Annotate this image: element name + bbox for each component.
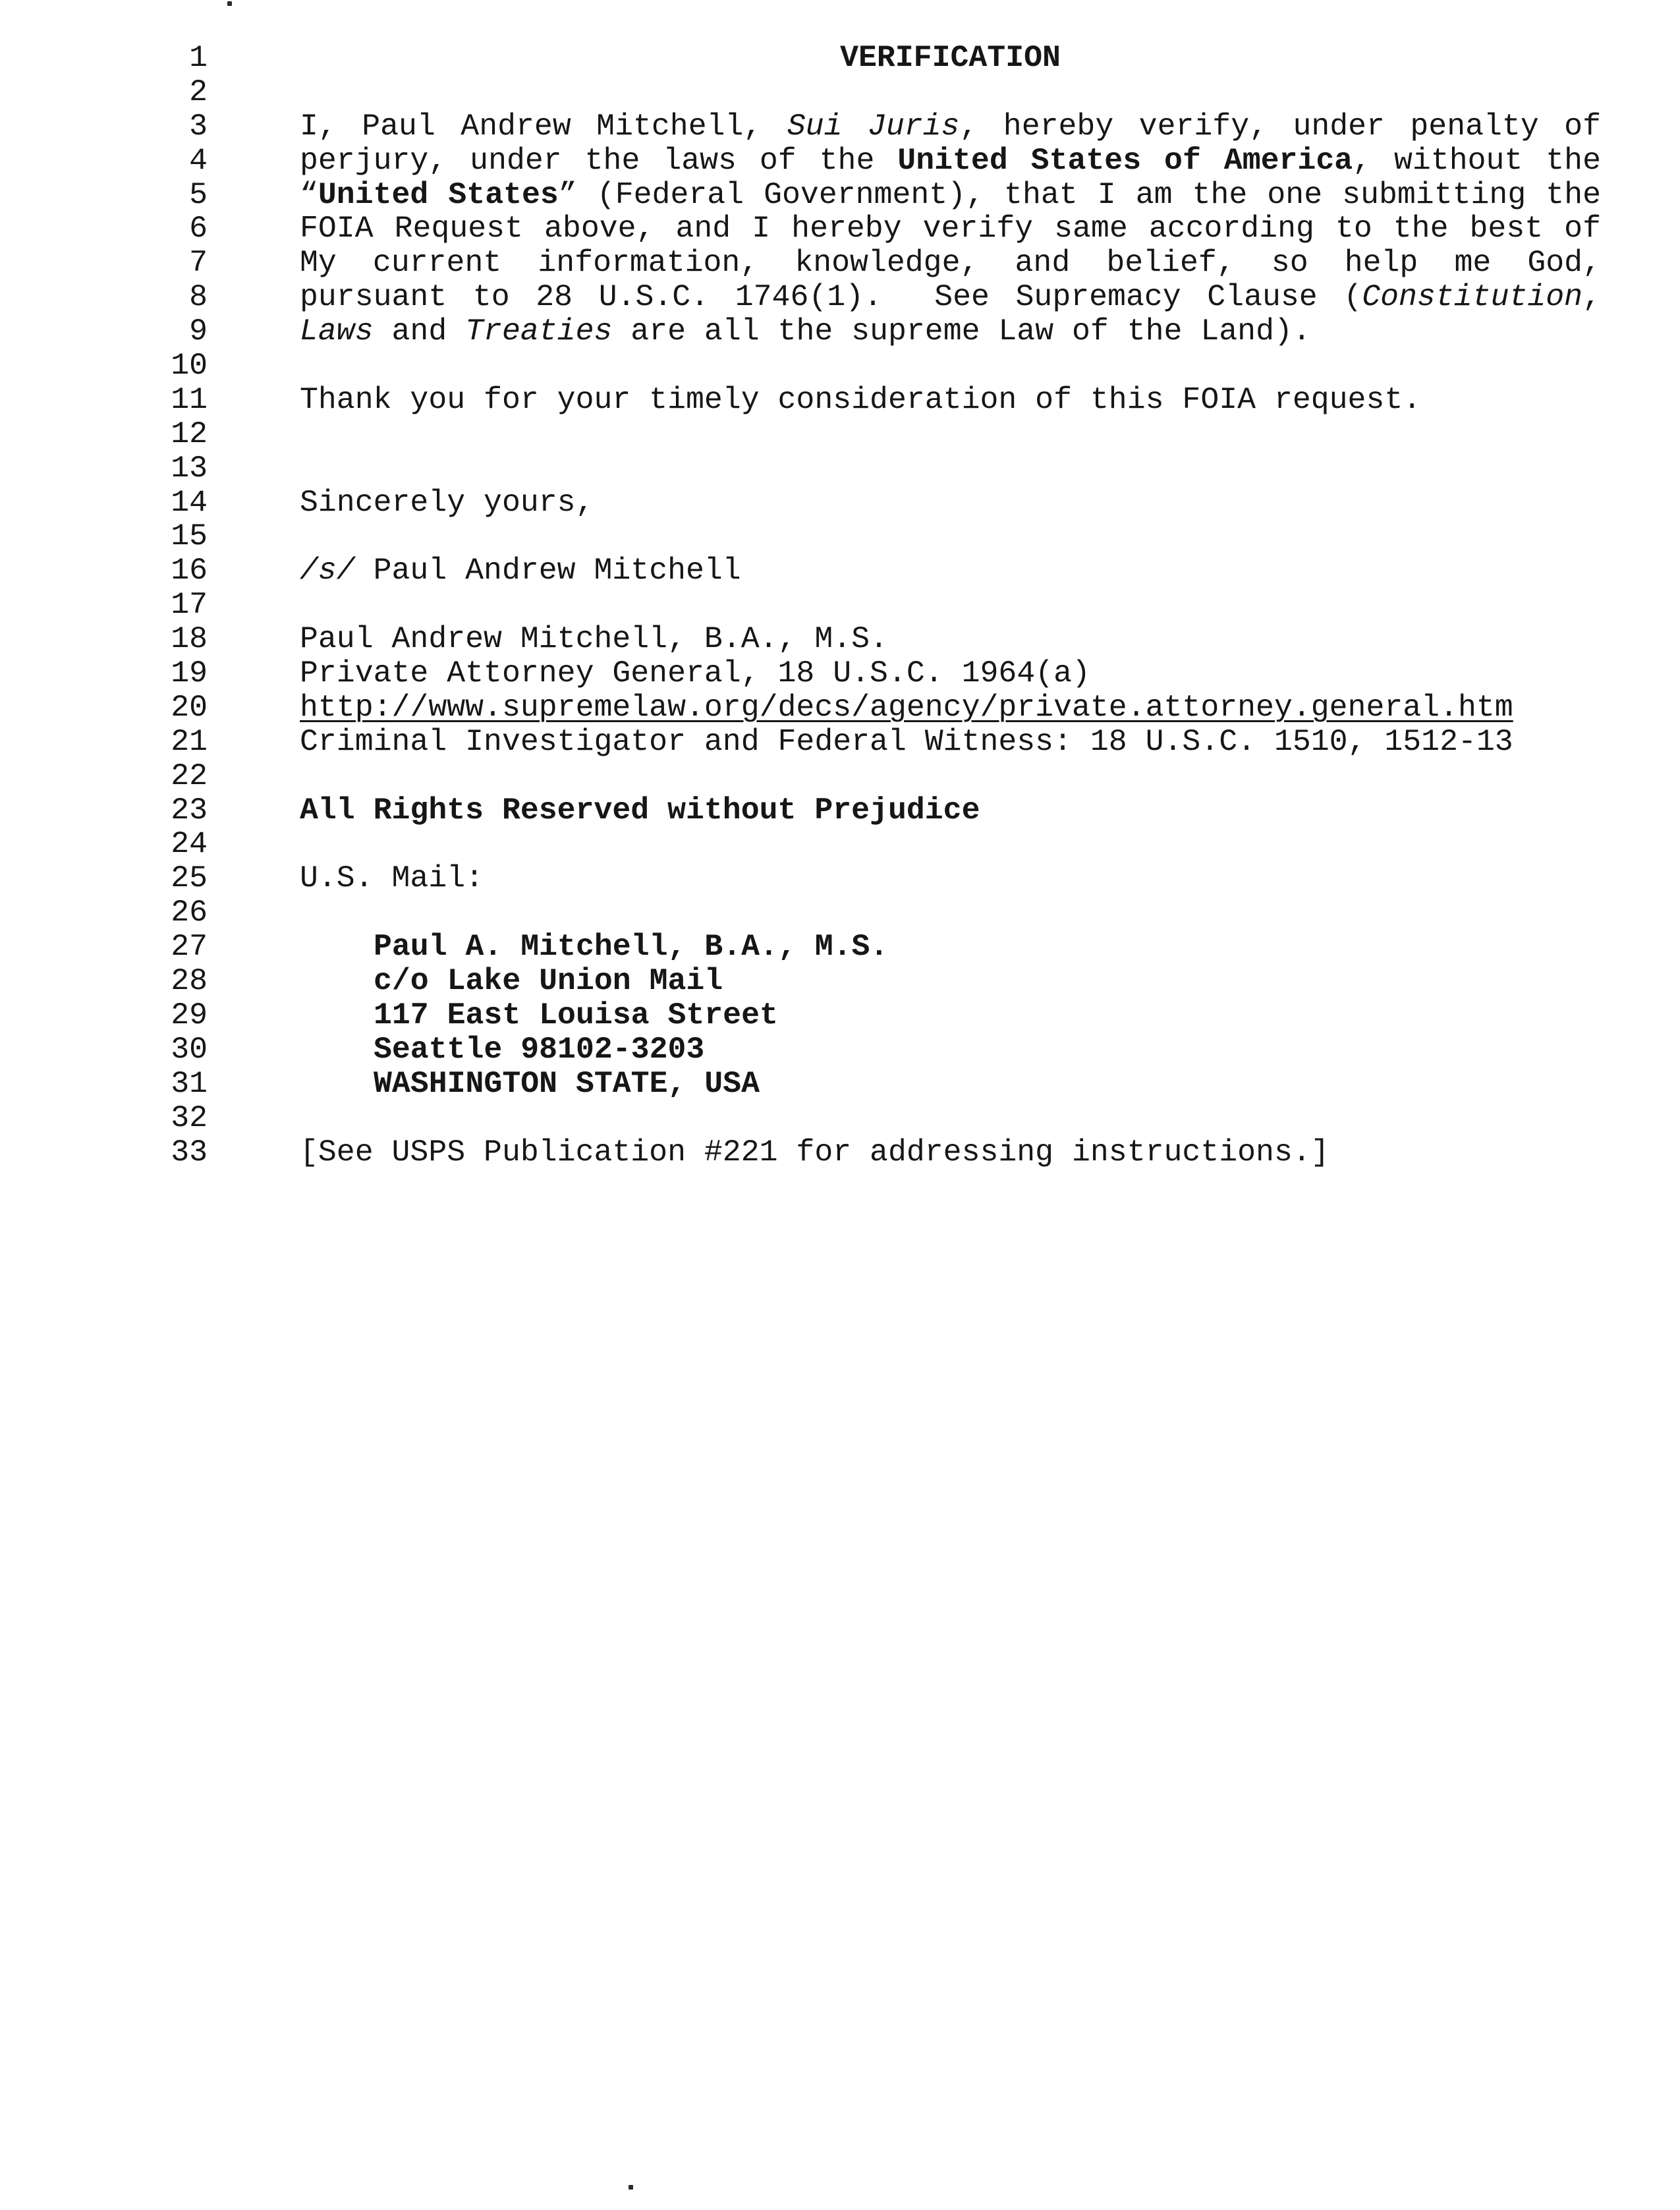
text-segment: Paul A. Mitchell, B.A., M.S. (374, 929, 889, 965)
text-segment: and (373, 314, 466, 349)
document-line (0, 588, 1680, 622)
document-line (0, 553, 1680, 588)
line-number: 31 (171, 1065, 208, 1101)
document-line (0, 109, 1680, 144)
document-lines (0, 41, 1680, 1169)
document-line (0, 349, 1680, 383)
line-number: 12 (171, 416, 208, 451)
line-text (300, 212, 1601, 246)
text-segment: Laws (300, 314, 374, 349)
document-line (0, 1033, 1680, 1067)
line-number: 2 (189, 74, 208, 109)
line-number: 27 (171, 929, 208, 965)
document-line (0, 280, 1680, 314)
line-number: 29 (171, 997, 208, 1033)
document-line (0, 1135, 1680, 1170)
line-text (300, 486, 1601, 520)
text-segment: WASHINGTON STATE, USA (374, 1065, 760, 1101)
line-text (300, 691, 1601, 725)
text-segment: Paul Andrew Mitchell (354, 553, 741, 588)
line-number: 32 (171, 1100, 208, 1135)
text-segment: Criminal Investigator and Federal Witness: 18 U.S.C. 1510, 1512-13 (300, 723, 1513, 759)
document-line (0, 314, 1680, 349)
line-number: 33 (171, 1134, 208, 1170)
line-number: 3 (189, 108, 208, 144)
line-text (300, 1067, 1601, 1101)
line-number: 5 (189, 177, 208, 212)
document-line (0, 212, 1680, 246)
text-segment: , hereby verify, under penalty of (959, 108, 1601, 144)
line-number: 16 (171, 553, 208, 588)
text-segment: Private Attorney General, 18 U.S.C. 1964(a) (300, 656, 1090, 691)
line-number: 4 (189, 142, 208, 178)
document-line (0, 41, 1680, 75)
document-line (0, 998, 1680, 1033)
text-segment: /s/ (300, 553, 355, 588)
line-number: 6 (189, 211, 208, 246)
line-text (300, 178, 1601, 212)
text-segment: ” (Federal Government), that I am the one submitting the (558, 177, 1602, 212)
line-number: 24 (171, 826, 208, 862)
line-number: 17 (171, 587, 208, 623)
line-text (300, 109, 1601, 144)
document-line (0, 144, 1680, 178)
document-line (0, 519, 1680, 553)
line-number: 20 (171, 689, 208, 725)
document-line (0, 827, 1680, 861)
text-segment: Treaties (465, 314, 613, 349)
scan-artifact-dot (629, 2185, 633, 2190)
text-segment: pursuant to 28 U.S.C. 1746(1). See Supremacy Clause ( (300, 279, 1362, 315)
text-segment: Thank you for your timely consideration of this FOIA request. (300, 382, 1422, 417)
text-segment: 117 East Louisa Street (374, 997, 778, 1033)
document-line (0, 178, 1680, 212)
line-text (300, 964, 1601, 998)
line-text (300, 553, 1601, 588)
document-line (0, 1067, 1680, 1101)
document-line (0, 964, 1680, 998)
scan-artifact-dot (227, 1, 232, 6)
text-segment: Constitution (1362, 279, 1583, 315)
line-text (300, 656, 1601, 691)
line-text (300, 725, 1601, 759)
document-line (0, 75, 1680, 109)
document-line (0, 759, 1680, 793)
text-segment: “ (300, 177, 318, 212)
line-number: 25 (171, 861, 208, 896)
line-text (300, 246, 1601, 280)
line-number: 19 (171, 656, 208, 691)
line-number: 15 (171, 519, 208, 554)
url-text: http://www.supremelaw.org/decs/agency/private.attorney.general.htm (300, 689, 1513, 725)
document-line (0, 691, 1680, 725)
text-segment: Seattle 98102-3203 (374, 1031, 705, 1067)
document-line (0, 383, 1680, 417)
text-segment: , (1582, 279, 1601, 315)
line-number: 28 (171, 963, 208, 999)
text-segment: All Rights Reserved without Prejudice (300, 792, 980, 828)
line-text (300, 998, 1601, 1033)
text-segment: [See USPS Publication #221 for addressing instructions.] (300, 1134, 1330, 1170)
document-line (0, 861, 1680, 895)
line-number: 14 (171, 484, 208, 520)
line-text (300, 144, 1601, 178)
text-segment: Sincerely yours, (300, 484, 594, 520)
line-number: 23 (171, 792, 208, 828)
text-segment: Sui Juris (787, 108, 960, 144)
line-number: 11 (171, 382, 208, 417)
text-segment: My current information, knowledge, and belief, so help me God, (300, 245, 1601, 281)
text-segment: United States (318, 177, 559, 212)
line-number: 10 (171, 348, 208, 383)
text-segment: U.S. Mail: (300, 861, 484, 896)
line-number: 9 (189, 314, 208, 349)
text-segment: perjury, under the laws of the (300, 142, 898, 178)
line-text (300, 280, 1601, 314)
document-line (0, 895, 1680, 930)
line-number: 1 (189, 40, 208, 75)
document-line (0, 930, 1680, 964)
line-text (300, 930, 1601, 964)
document-line (0, 451, 1680, 486)
line-text (300, 1033, 1601, 1067)
text-segment: are all the supreme Law of the Land). (612, 314, 1311, 349)
line-number: 21 (171, 723, 208, 759)
line-text (300, 314, 1601, 349)
line-number: 8 (189, 279, 208, 315)
document-line (0, 486, 1680, 520)
line-text (300, 793, 1601, 828)
document-line (0, 417, 1680, 451)
line-number: 18 (171, 621, 208, 657)
text-segment: Paul Andrew Mitchell, B.A., M.S. (300, 621, 888, 657)
document-line (0, 725, 1680, 759)
document-line (0, 246, 1680, 280)
text-segment: United States of America (897, 142, 1353, 178)
line-text (300, 41, 1601, 75)
text-segment: c/o Lake Union Mail (374, 963, 723, 999)
line-text (300, 1135, 1601, 1170)
line-number: 13 (171, 450, 208, 486)
line-text (300, 861, 1601, 895)
line-number: 7 (189, 245, 208, 281)
line-text (300, 622, 1601, 656)
text-segment: I, Paul Andrew Mitchell, (300, 108, 787, 144)
text-segment: VERIFICATION (840, 40, 1061, 75)
line-number: 30 (171, 1031, 208, 1067)
text-segment: , without the (1353, 142, 1601, 178)
line-number: 26 (171, 895, 208, 930)
line-text (300, 383, 1601, 417)
document-line (0, 656, 1680, 691)
document-line (0, 622, 1680, 656)
text-segment: FOIA Request above, and I hereby verify same according to the best of (300, 211, 1601, 246)
line-number: 22 (171, 758, 208, 793)
document-line (0, 793, 1680, 828)
document-line (0, 1101, 1680, 1135)
